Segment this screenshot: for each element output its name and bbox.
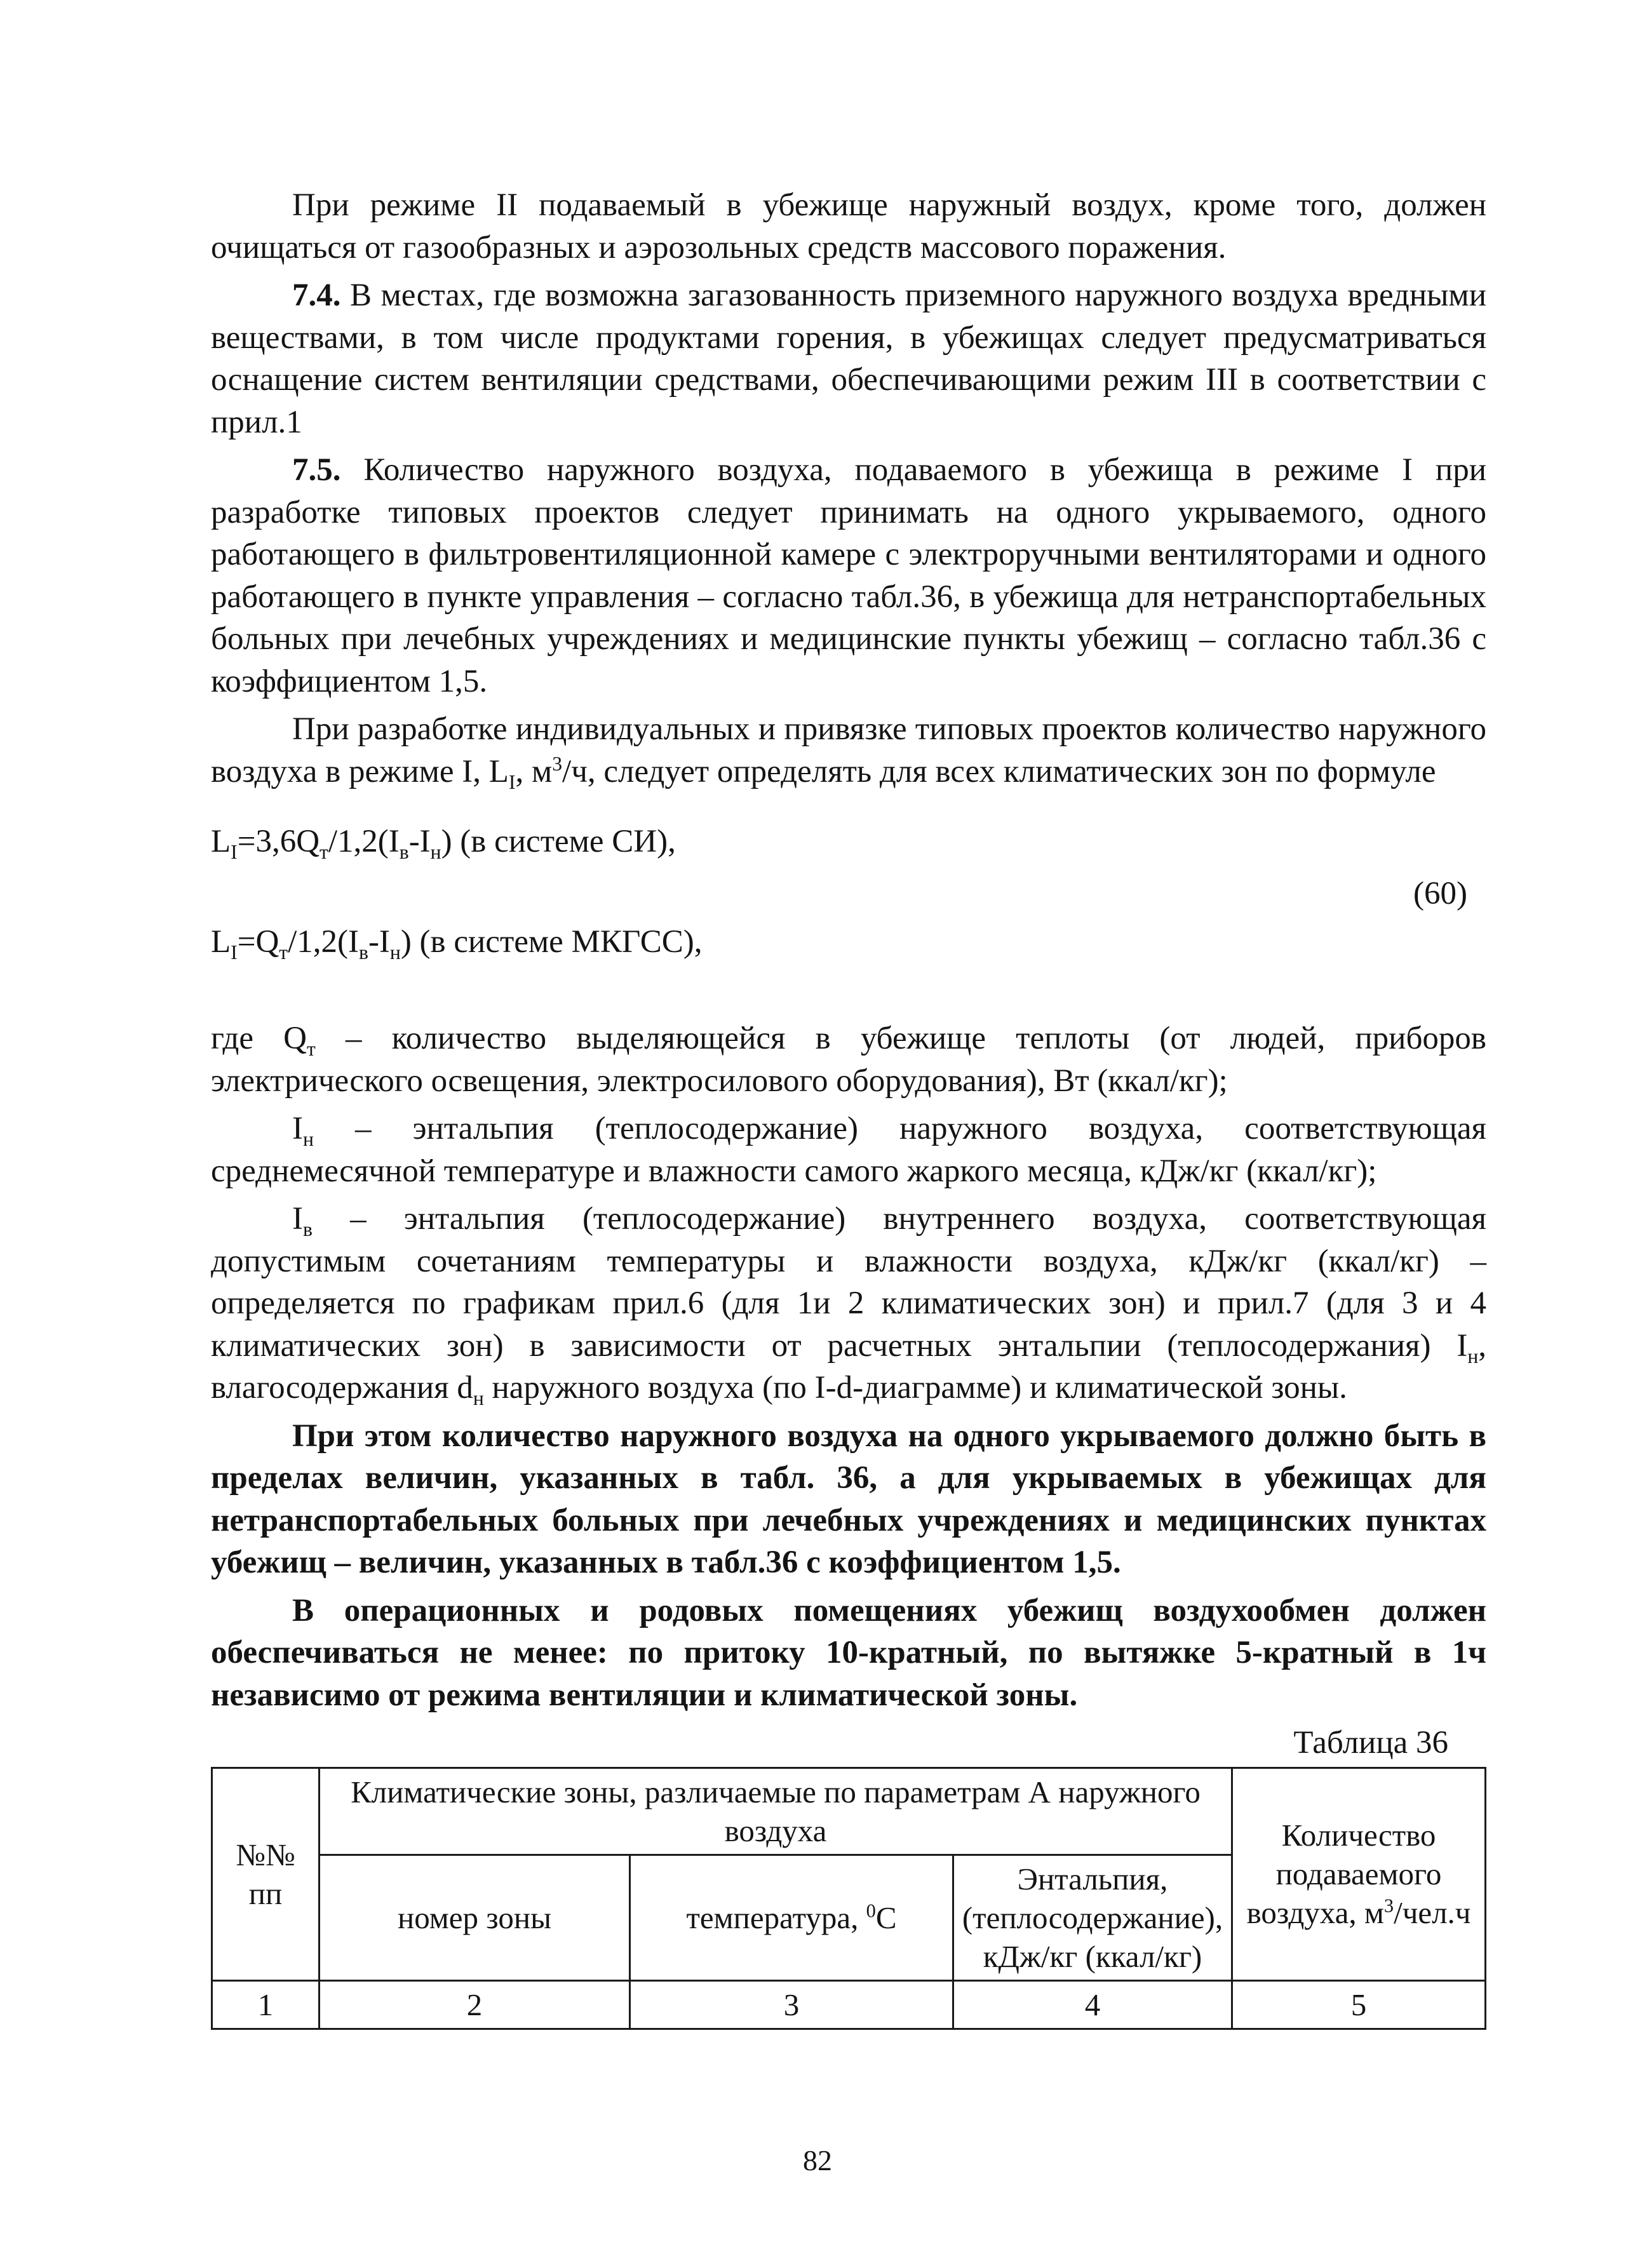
formula-si: $L_I=3,6Q_т/1,2(I_в-I_н)$ (в системе СИ),	[211, 824, 676, 864]
table-36	[211, 1767, 1486, 2030]
table-header-cell: температура, $^0$С	[630, 1855, 953, 1980]
formula-block	[211, 821, 1486, 1012]
table-cell: 5	[1232, 1980, 1486, 2029]
table-row	[212, 1980, 1486, 2029]
table-header-cell: Энтальпия, (теплосодержание), кДж/кг (ккал/кг)	[953, 1855, 1232, 1980]
page-content	[211, 184, 1486, 2030]
paragraph-mode-ii: При режиме II подаваемый в убежище наружный воздух, кроме того, должен очищаться от газообразных и аэрозольных средств массового поражения.	[211, 187, 1486, 265]
table-header-cell: номер зоны	[320, 1855, 630, 1980]
definition-qt: где $Q_т$ – количество выделяющейся в убежище теплоты (от людей, приборов электрического освещения, электросилового оборудования), Вт (ккал/кг);	[211, 1021, 1486, 1099]
paragraph-7-5: 7.5. Количество наружного воздуха, подаваемого в убежища в режиме I при разработке типовых проектов следует принимать на одного укрываемого, одного работающего в фильтровентиляционной камере с электроручными вентиляторами и одного работающего в пункте управления – согласно табл.36, в убежища для нетранспортабельных больных при лечебных учреждениях и медицинские пункты убежищ – согласно табл.36 с коэффициентом 1,5.	[211, 452, 1486, 699]
paragraph-operating-rooms: В операционных и родовых помещениях убежищ воздухообмен должен обеспечиваться не менее: по притоку 10-кратный, по вытяжке 5-кратный в 1ч независимо от режима вентиляции и климатической зоны.	[211, 1592, 1486, 1713]
table-row	[212, 1768, 1486, 1855]
formula-mkgss: $L_I=Q_т/1,2(I_в-I_н)$ (в системе МКГСС),	[211, 924, 703, 964]
table-header-cell: Количество подаваемого воздуха, $м^3/чел.ч$	[1232, 1768, 1486, 1980]
page-number: 82	[803, 2144, 832, 2177]
table-cell: 4	[953, 1980, 1232, 2029]
clause-number: 7.4.	[292, 278, 341, 313]
table-cell: 2	[320, 1980, 630, 2029]
paragraph-formula-intro: При разработке индивидуальных и привязке типовых проектов количество наружного воздуха в режиме I, $L_I$, $м^3/ч$, следует определять для всех климатических зон по формуле	[211, 711, 1486, 793]
table-cell: 1	[212, 1980, 320, 2029]
table-cell: 3	[630, 1980, 953, 2029]
table-header-cell: №№ пп	[212, 1768, 320, 1980]
table-caption: Таблица 36	[1293, 1725, 1448, 1761]
formula-number: (60)	[1413, 876, 1467, 911]
paragraph-air-per-person: При этом количество наружного воздуха на одного укрываемого должно быть в пределах величин, указанных в табл. 36, а для укрываемых в убежищах для нетранспортабельных больных при лечебных учреждениях и медицинских пунктах убежищ – величин, указанных в табл.36 с коэффициентом 1,5.	[211, 1418, 1486, 1580]
definition-iv: $I_в$ – энтальпия (теплосодержание) внутреннего воздуха, соответствующая допустимым сочетаниям температуры и влажности воздуха, кДж/кг (ккал/кг) – определяется по графикам прил.6 (для 1и 2 климатических зон) и прил.7 (для 3 и 4 климатических зон) в зависимости от расчетных энтальпии (теплосодержания) $I_н$, влагосодержания $d_н$ наружного воздуха (по I-d-диаграмме) и климатической зоны.	[211, 1201, 1486, 1410]
definition-in: $I_н$ – энтальпия (теплосодержание) наружного воздуха, соответствующая среднемесячной температуре и влажности самого жаркого месяца, кДж/кг (ккал/кг);	[211, 1111, 1486, 1189]
table-header-cell: Климатические зоны, различаемые по параметрам А наружного воздуха	[320, 1768, 1232, 1855]
clause-number: 7.5.	[292, 452, 341, 488]
paragraph-7-4: 7.4. В местах, где возможна загазованность приземного наружного воздуха вредными веществами, в том числе продуктами горения, в убежищах следует предусматриваться оснащение систем вентиляции средствами, обеспечивающими режим III в соответствии с прил.1	[211, 278, 1487, 440]
